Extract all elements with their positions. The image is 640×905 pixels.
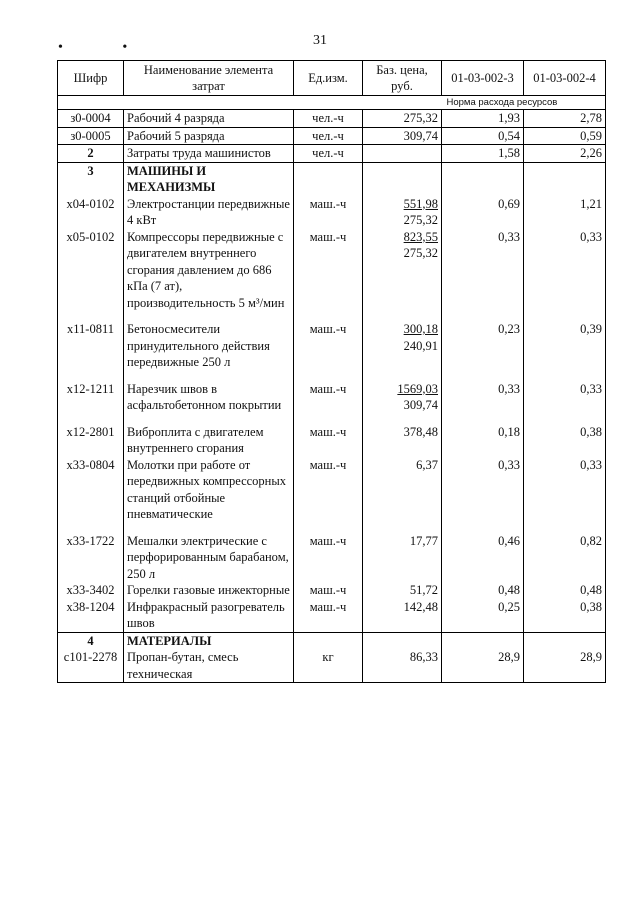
cell-value-2: 0,33 xyxy=(524,457,606,523)
page-number: 31 xyxy=(313,33,327,48)
table-row xyxy=(58,582,606,599)
header-col-1: 01-03-002-3 xyxy=(442,61,524,96)
cell-unit: маш.-ч xyxy=(294,321,363,371)
cell-name: Виброплита с двигателем внутреннего сгорания xyxy=(124,424,294,457)
cell-price xyxy=(363,127,442,145)
price-value: 823,55 xyxy=(403,229,438,244)
cell-unit: маш.-ч xyxy=(294,196,363,229)
norma-row xyxy=(58,96,606,110)
cell-unit: маш.-ч xyxy=(294,424,363,457)
table-row xyxy=(58,162,606,196)
cell-value-1 xyxy=(442,162,524,196)
cell-code: х12-2801 xyxy=(58,424,124,457)
price-value: 300,18 xyxy=(403,322,438,336)
row-spacer xyxy=(58,371,606,381)
table-row xyxy=(58,649,606,683)
cell-name: Пропан-бутан, смесь техническая xyxy=(124,649,294,683)
cell-value-2: 0,38 xyxy=(524,424,606,457)
cell-value-1: 1,58 xyxy=(442,145,524,163)
price-value: 86,33 xyxy=(409,650,438,664)
table-header xyxy=(58,61,606,96)
cell-unit: маш.-ч xyxy=(294,457,363,523)
cell-price xyxy=(363,599,442,633)
cell-name: Электростанции передвижные 4 кВт xyxy=(124,196,294,229)
cell-price xyxy=(363,110,442,128)
cell-name: Затраты труда машинистов xyxy=(124,145,294,163)
price-value: 6,37 xyxy=(416,457,438,472)
cell-name: Молотки при работе от передвижных компрессорных станций отбойные пневматические xyxy=(124,457,294,523)
table-row xyxy=(58,457,606,523)
resource-table xyxy=(57,60,606,683)
header-price: Баз. цена, руб. xyxy=(363,61,442,96)
cell-price xyxy=(363,196,442,229)
cell-value-2 xyxy=(524,632,606,649)
cell-price xyxy=(363,457,442,523)
price-value: 142,48 xyxy=(403,599,438,614)
cell-value-2: 2,26 xyxy=(524,145,606,163)
price-value: 275,32 xyxy=(403,111,438,125)
header-col-2: 01-03-002-4 xyxy=(524,61,606,96)
price-value: 1569,03 xyxy=(397,381,438,396)
table-row xyxy=(58,533,606,583)
cell-name: Инфракрасный разогреватель швов xyxy=(124,599,294,633)
cell-code: х05-0102 xyxy=(58,229,124,312)
cell-code: х38-1204 xyxy=(58,599,124,633)
cell-price xyxy=(363,632,442,649)
cell-code: х04-0102 xyxy=(58,196,124,229)
price-value: 51,72 xyxy=(409,583,438,597)
cell-value-2: 28,9 xyxy=(524,649,606,683)
row-spacer xyxy=(58,414,606,424)
cell-code: х33-1722 xyxy=(58,533,124,583)
table-row xyxy=(58,229,606,312)
cell-name: Горелки газовые инжекторные xyxy=(124,582,294,599)
cell-price xyxy=(363,229,442,312)
cell-unit: маш.-ч xyxy=(294,229,363,312)
table-row xyxy=(58,196,606,229)
page-marks: • • xyxy=(58,40,156,55)
cell-name: Мешалки электрические с перфорированным барабаном, 250 л xyxy=(124,533,294,583)
header-unit: Ед.изм. xyxy=(294,61,363,96)
cell-value-1: 0,33 xyxy=(442,457,524,523)
price-secondary: 275,32 xyxy=(403,246,438,260)
cell-value-2: 0,33 xyxy=(524,381,606,414)
price-secondary: 309,74 xyxy=(403,398,438,412)
cell-price xyxy=(363,162,442,196)
cell-unit: чел.-ч xyxy=(294,127,363,145)
cell-value-1: 0,25 xyxy=(442,599,524,633)
cell-unit: маш.-ч xyxy=(294,533,363,583)
table-row xyxy=(58,599,606,633)
price-value: 551,98 xyxy=(403,196,438,211)
cell-code: 2 xyxy=(58,145,124,163)
cell-value-2: 0,39 xyxy=(524,321,606,371)
cell-value-2: 0,38 xyxy=(524,599,606,633)
price-value: 309,74 xyxy=(403,128,438,143)
cell-name: Бетоносмесители принудительного действия передвижные 250 л xyxy=(124,321,294,371)
cell-price xyxy=(363,381,442,414)
cell-value-1: 0,69 xyxy=(442,196,524,229)
cell-value-1: 0,33 xyxy=(442,381,524,414)
cell-price xyxy=(363,649,442,683)
cell-unit: маш.-ч xyxy=(294,582,363,599)
cell-value-2: 0,59 xyxy=(524,127,606,145)
price-secondary: 240,91 xyxy=(403,338,438,353)
cell-value-1: 0,23 xyxy=(442,321,524,371)
header-code: Шифр xyxy=(58,61,124,96)
price-value: 378,48 xyxy=(403,424,438,439)
cell-value-1: 0,18 xyxy=(442,424,524,457)
cell-value-2: 1,21 xyxy=(524,196,606,229)
table-row xyxy=(58,127,606,145)
cell-unit xyxy=(294,632,363,649)
cell-name: Рабочий 4 разряда xyxy=(124,110,294,128)
cell-name: Нарезчик швов в асфальтобетонном покрытии xyxy=(124,381,294,414)
table-row xyxy=(58,110,606,128)
cell-unit: чел.-ч xyxy=(294,145,363,163)
cell-code: х12-1211 xyxy=(58,381,124,414)
cell-value-1: 0,46 xyxy=(442,533,524,583)
price-value: 17,77 xyxy=(409,533,438,548)
cell-value-2: 0,82 xyxy=(524,533,606,583)
cell-price xyxy=(363,424,442,457)
cell-code: з0-0004 xyxy=(58,110,124,128)
table-row xyxy=(58,145,606,163)
cell-value-2: 0,48 xyxy=(524,582,606,599)
cell-name: Компрессоры передвижные с двигателем внутреннего сгорания давлением до 686 кПа (7 ат), производительность 5 м³/мин xyxy=(124,229,294,312)
cell-name: МАТЕРИАЛЫ xyxy=(124,632,294,649)
cell-value-2 xyxy=(524,162,606,196)
row-spacer xyxy=(58,311,606,321)
price-secondary: 275,32 xyxy=(403,213,438,227)
cell-value-2: 2,78 xyxy=(524,110,606,128)
cell-unit: чел.-ч xyxy=(294,110,363,128)
cell-name: Рабочий 5 разряда xyxy=(124,127,294,145)
cell-price xyxy=(363,321,442,371)
row-spacer xyxy=(58,523,606,533)
cell-unit: кг xyxy=(294,649,363,683)
cell-code: х11-0811 xyxy=(58,321,124,371)
norma-label: Норма расхода ресурсов xyxy=(524,96,606,110)
cell-value-2: 0,33 xyxy=(524,229,606,312)
cell-price xyxy=(363,533,442,583)
cell-code: 4 xyxy=(58,632,124,649)
cell-unit: маш.-ч xyxy=(294,599,363,633)
table-row xyxy=(58,632,606,649)
cell-name: МАШИНЫ И МЕХАНИЗМЫ xyxy=(124,162,294,196)
table-row xyxy=(58,424,606,457)
table-body xyxy=(58,110,606,683)
cell-code: с101-2278 xyxy=(58,649,124,683)
header-name: Наименование элемента затрат xyxy=(124,61,294,96)
cell-value-1: 0,33 xyxy=(442,229,524,312)
cell-value-1: 0,48 xyxy=(442,582,524,599)
cell-unit: маш.-ч xyxy=(294,381,363,414)
cell-code: х33-0804 xyxy=(58,457,124,523)
cell-price xyxy=(363,582,442,599)
cell-value-1: 1,93 xyxy=(442,110,524,128)
cell-value-1: 0,54 xyxy=(442,127,524,145)
cell-price xyxy=(363,145,442,163)
cell-value-1 xyxy=(442,632,524,649)
cell-value-1: 28,9 xyxy=(442,649,524,683)
cell-unit xyxy=(294,162,363,196)
cell-code: 3 xyxy=(58,162,124,196)
cell-code: з0-0005 xyxy=(58,127,124,145)
cell-code: х33-3402 xyxy=(58,582,124,599)
table-row xyxy=(58,381,606,414)
table-row xyxy=(58,321,606,371)
